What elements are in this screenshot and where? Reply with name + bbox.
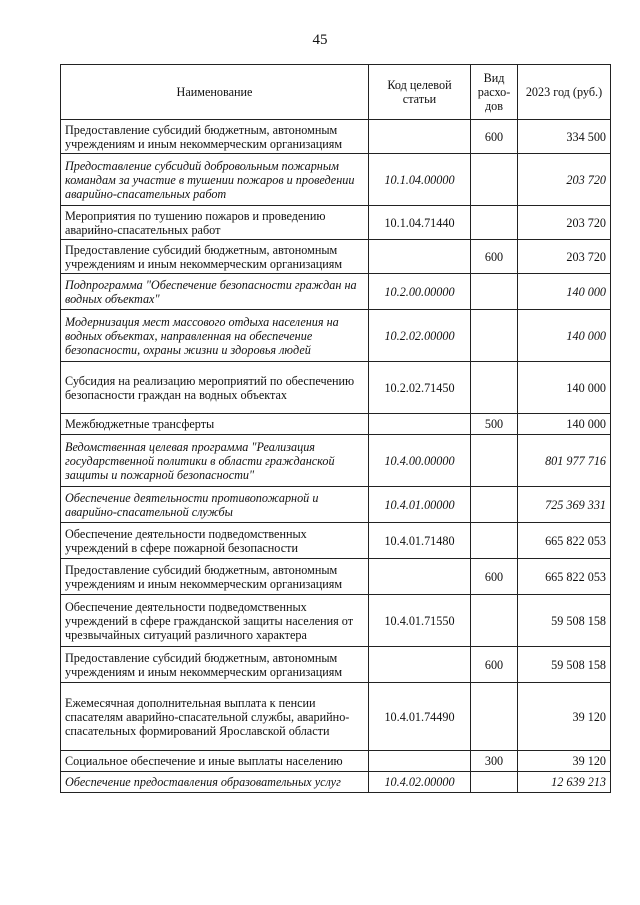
row-code-cell: 10.1.04.71440: [369, 206, 471, 240]
row-amount-cell: 59 508 158: [518, 647, 611, 683]
row-code-cell: [369, 414, 471, 435]
row-amount-cell: 203 720: [518, 154, 611, 206]
row-code-cell: 10.4.01.00000: [369, 487, 471, 523]
row-kind-cell: [471, 154, 518, 206]
row-amount-cell: 140 000: [518, 274, 611, 310]
table-row: [61, 154, 611, 206]
row-kind-cell: [471, 206, 518, 240]
table-row: [61, 751, 611, 772]
row-name-cell: Подпрограмма "Обеспечение безопасности граждан на водных объектах": [61, 274, 369, 310]
table-row: [61, 206, 611, 240]
row-amount-cell: 140 000: [518, 414, 611, 435]
row-name-cell: Социальное обеспечение и иные выплаты населению: [61, 751, 369, 772]
row-kind-cell: [471, 772, 518, 793]
row-name-cell: Субсидия на реализацию мероприятий по обеспечению безопасности граждан на водных объектах: [61, 362, 369, 414]
row-name-cell: Обеспечение деятельности подведомственных учреждений в сфере гражданской защиты населения от чрезвычайных ситуаций различного характера: [61, 595, 369, 647]
row-name-cell: Мероприятия по тушению пожаров и проведению аварийно-спасательных работ: [61, 206, 369, 240]
row-code-cell: 10.2.02.00000: [369, 310, 471, 362]
table-row: [61, 595, 611, 647]
row-amount-cell: 12 639 213: [518, 772, 611, 793]
row-name-cell: Предоставление субсидий бюджетным, автономным учреждениям и иным некоммерческим организациям: [61, 559, 369, 595]
row-name-cell: Обеспечение предоставления образовательных услуг: [61, 772, 369, 793]
budget-table: [60, 64, 611, 793]
table-row: [61, 559, 611, 595]
row-kind-cell: [471, 435, 518, 487]
row-code-cell: [369, 647, 471, 683]
row-amount-cell: 203 720: [518, 240, 611, 274]
row-amount-cell: 140 000: [518, 362, 611, 414]
row-name-cell: Обеспечение деятельности подведомственных учреждений в сфере пожарной безопасности: [61, 523, 369, 559]
table-row: [61, 414, 611, 435]
row-kind-cell: 300: [471, 751, 518, 772]
row-name-cell: Предоставление субсидий бюджетным, автономным учреждениям и иным некоммерческим организациям: [61, 647, 369, 683]
row-kind-cell: [471, 274, 518, 310]
row-code-cell: 10.2.00.00000: [369, 274, 471, 310]
table-row: [61, 683, 611, 751]
row-kind-cell: [471, 595, 518, 647]
row-code-cell: 10.2.02.71450: [369, 362, 471, 414]
table-header-row: [61, 65, 611, 120]
header-code: Код целевой статьи: [369, 65, 471, 120]
row-name-cell: Предоставление субсидий бюджетным, автономным учреждениям и иным некоммерческим организациям: [61, 240, 369, 274]
row-kind-cell: [471, 523, 518, 559]
row-code-cell: [369, 240, 471, 274]
row-name-cell: Межбюджетные трансферты: [61, 414, 369, 435]
row-code-cell: 10.4.01.71550: [369, 595, 471, 647]
header-amount: 2023 год (руб.): [518, 65, 611, 120]
row-amount-cell: 725 369 331: [518, 487, 611, 523]
row-amount-cell: 59 508 158: [518, 595, 611, 647]
row-name-cell: Предоставление субсидий бюджетным, автономным учреждениям и иным некоммерческим организациям: [61, 120, 369, 154]
row-code-cell: [369, 751, 471, 772]
row-code-cell: [369, 559, 471, 595]
row-name-cell: Обеспечение деятельности противопожарной и аварийно-спасательной службы: [61, 487, 369, 523]
row-kind-cell: 600: [471, 240, 518, 274]
table-row: [61, 362, 611, 414]
table-row: [61, 435, 611, 487]
row-amount-cell: 39 120: [518, 751, 611, 772]
row-kind-cell: 500: [471, 414, 518, 435]
row-kind-cell: [471, 310, 518, 362]
row-code-cell: 10.4.01.74490: [369, 683, 471, 751]
row-amount-cell: 665 822 053: [518, 559, 611, 595]
table-row: [61, 274, 611, 310]
row-name-cell: Ведомственная целевая программа "Реализация государственной политики в области гражданской защиты и пожарной безопасности": [61, 435, 369, 487]
row-amount-cell: 801 977 716: [518, 435, 611, 487]
row-kind-cell: [471, 683, 518, 751]
header-kind: Вид расхо-дов: [471, 65, 518, 120]
table-row: [61, 487, 611, 523]
row-code-cell: [369, 120, 471, 154]
table-row: [61, 772, 611, 793]
row-amount-cell: 665 822 053: [518, 523, 611, 559]
row-amount-cell: 203 720: [518, 206, 611, 240]
table-body: [61, 120, 611, 793]
row-name-cell: Предоставление субсидий добровольным пожарным командам за участие в тушении пожаров и проведении аварийно-спасательных работ: [61, 154, 369, 206]
row-amount-cell: 140 000: [518, 310, 611, 362]
row-amount-cell: 39 120: [518, 683, 611, 751]
row-kind-cell: [471, 362, 518, 414]
row-code-cell: 10.1.04.00000: [369, 154, 471, 206]
header-name: Наименование: [61, 65, 369, 120]
table-row: [61, 240, 611, 274]
row-kind-cell: [471, 487, 518, 523]
row-kind-cell: 600: [471, 559, 518, 595]
row-amount-cell: 334 500: [518, 120, 611, 154]
table-row: [61, 120, 611, 154]
table-row: [61, 310, 611, 362]
page-number: 45: [312, 32, 328, 48]
row-code-cell: 10.4.02.00000: [369, 772, 471, 793]
table-row: [61, 523, 611, 559]
row-code-cell: 10.4.01.71480: [369, 523, 471, 559]
row-name-cell: Ежемесячная дополнительная выплата к пенсии спасателям аварийно-спасательной службы, аварийно-спасательных формирований Ярославской области: [61, 683, 369, 751]
row-name-cell: Модернизация мест массового отдыха населения на водных объектах, направленная на обеспечение безопасности, охраны жизни и здоровья людей: [61, 310, 369, 362]
row-kind-cell: 600: [471, 120, 518, 154]
row-kind-cell: 600: [471, 647, 518, 683]
row-code-cell: 10.4.00.00000: [369, 435, 471, 487]
table-row: [61, 647, 611, 683]
